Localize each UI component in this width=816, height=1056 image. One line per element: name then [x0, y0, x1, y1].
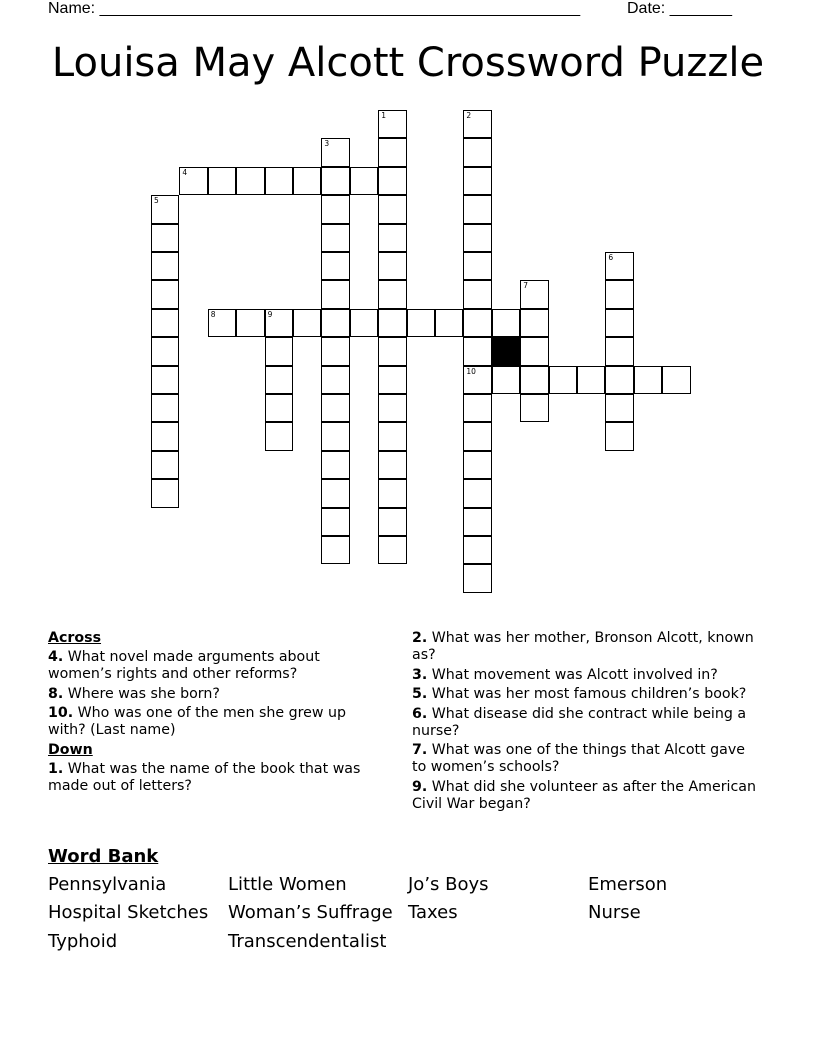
clue-number: 9 — [267, 309, 273, 319]
crossword-cell[interactable] — [520, 337, 548, 365]
crossword-cell[interactable] — [321, 252, 349, 280]
crossword-cell[interactable] — [463, 252, 491, 280]
crossword-cell[interactable] — [463, 564, 491, 592]
clue-number-label: 4. — [48, 649, 64, 665]
clue-number-label: 3. — [412, 666, 428, 683]
crossword-cell[interactable] — [378, 451, 406, 479]
clue-text: What was her mother, Bronson Alcott, known as? — [412, 630, 754, 663]
word-bank-word: Nurse — [588, 902, 641, 923]
crossword-cell[interactable] — [265, 422, 293, 450]
clue-number-label: 2. — [412, 630, 428, 646]
clue — [412, 667, 757, 684]
crossword-cell[interactable] — [293, 167, 321, 195]
crossword-cell[interactable] — [605, 394, 633, 422]
clue-number: 2 — [466, 111, 472, 120]
clue-text: What disease did she contract while being a nurse? — [412, 705, 747, 739]
crossword-cell[interactable] — [151, 451, 179, 479]
crossword-cell[interactable] — [179, 167, 207, 195]
clue-number-label: 5. — [412, 686, 428, 702]
crossword-cell[interactable] — [463, 167, 491, 195]
crossword-cell[interactable] — [577, 366, 605, 394]
crossword-cell[interactable] — [151, 224, 179, 252]
clue-text: What movement was Alcott involved in? — [427, 666, 718, 683]
down-clue-list-left — [48, 761, 388, 795]
crossword-cell[interactable] — [293, 309, 321, 337]
clue-number: 1 — [381, 111, 386, 120]
clue-text: Where was she born? — [63, 685, 220, 702]
clue-number-label: 8. — [48, 685, 64, 702]
clue — [48, 649, 388, 683]
crossword-cell[interactable] — [378, 536, 406, 564]
clue — [412, 686, 757, 703]
clue-number: 4 — [182, 167, 188, 177]
clue-number: 8 — [210, 309, 216, 319]
crossword-cell[interactable] — [463, 195, 491, 223]
crossword-cell[interactable] — [321, 422, 349, 450]
crossword-cell[interactable] — [605, 366, 633, 394]
crossword-cell[interactable] — [463, 536, 491, 564]
crossword-cell[interactable] — [321, 394, 349, 422]
word-bank-word: Pennsylvania — [48, 874, 167, 895]
crossword-cell[interactable] — [236, 309, 264, 337]
crossword-cell[interactable] — [378, 366, 406, 394]
crossword-cell[interactable] — [321, 138, 349, 166]
crossword-cell[interactable] — [151, 422, 179, 450]
crossword-cell[interactable] — [605, 280, 633, 308]
word-bank-word: Little Women — [228, 874, 347, 895]
clue-number: 5 — [154, 196, 159, 206]
clue — [412, 630, 757, 664]
clue-number: 7 — [523, 281, 528, 291]
clue — [412, 706, 757, 740]
crossword-cell[interactable] — [634, 366, 662, 394]
crossword-black-cell — [492, 337, 520, 365]
crossword-cell[interactable] — [463, 366, 491, 394]
crossword-cell[interactable] — [378, 110, 406, 138]
clues-left-column — [48, 630, 388, 797]
crossword-cell[interactable] — [549, 366, 577, 394]
crossword-cell[interactable] — [265, 337, 293, 365]
crossword-cell[interactable] — [378, 337, 406, 365]
word-bank-title: Word Bank — [48, 846, 159, 867]
crossword-cell[interactable] — [378, 224, 406, 252]
crossword-cell[interactable] — [236, 167, 264, 195]
crossword-cell[interactable] — [321, 508, 349, 536]
clue-number: 6 — [608, 253, 614, 262]
word-bank-word: Hospital Sketches — [48, 902, 209, 923]
crossword-cell[interactable] — [378, 508, 406, 536]
crossword-cell[interactable] — [321, 167, 349, 195]
down-heading: Down — [48, 741, 93, 758]
crossword-cell[interactable] — [151, 394, 179, 422]
crossword-cell[interactable] — [321, 195, 349, 223]
crossword-cell[interactable] — [321, 536, 349, 564]
crossword-cell[interactable] — [151, 195, 179, 223]
crossword-cell[interactable] — [463, 138, 491, 166]
crossword-cell[interactable] — [321, 366, 349, 394]
crossword-cell[interactable] — [378, 422, 406, 450]
crossword-cell[interactable] — [321, 451, 349, 479]
crossword-cell[interactable] — [520, 309, 548, 337]
crossword-cell[interactable] — [265, 394, 293, 422]
crossword-cell[interactable] — [350, 167, 378, 195]
crossword-cell[interactable] — [378, 479, 406, 507]
crossword-cell[interactable] — [151, 309, 179, 337]
page-title: Louisa May Alcott Crossword Puzzle — [51, 40, 765, 86]
word-bank-word: Jo’s Boys — [408, 874, 489, 895]
crossword-cell[interactable] — [463, 394, 491, 422]
crossword-cell[interactable] — [407, 309, 435, 337]
crossword-cell[interactable] — [520, 280, 548, 308]
crossword-cell[interactable] — [378, 195, 406, 223]
crossword-cell[interactable] — [605, 252, 633, 280]
crossword-cell[interactable] — [463, 224, 491, 252]
crossword-cell[interactable] — [350, 309, 378, 337]
crossword-cell[interactable] — [151, 479, 179, 507]
crossword-cell[interactable] — [492, 366, 520, 394]
crossword-cell[interactable] — [520, 366, 548, 394]
clue-number: 3 — [324, 139, 330, 149]
crossword-cell[interactable] — [662, 366, 690, 394]
crossword-cell[interactable] — [463, 110, 491, 138]
crossword-cell[interactable] — [463, 479, 491, 507]
crossword-cell[interactable] — [265, 366, 293, 394]
crossword-cell[interactable] — [463, 280, 491, 308]
word-bank-word: Transcendentalist — [228, 931, 387, 952]
crossword-cell[interactable] — [435, 309, 463, 337]
word-bank-word: Typhoid — [48, 931, 118, 952]
crossword-cell[interactable] — [321, 309, 349, 337]
clue — [48, 686, 388, 703]
word-bank-word: Woman’s Suffrage — [228, 902, 393, 923]
crossword-cell[interactable] — [605, 337, 633, 365]
clue-number: 10 — [466, 366, 476, 376]
crossword-cell[interactable] — [605, 309, 633, 337]
clue-number-label: 9. — [412, 778, 428, 795]
across-heading: Across — [48, 630, 102, 646]
crossword-cell[interactable] — [321, 280, 349, 308]
across-clue-list — [48, 649, 388, 739]
clue — [48, 761, 388, 795]
crossword-cell[interactable] — [151, 337, 179, 365]
crossword-cell[interactable] — [378, 394, 406, 422]
clue — [412, 742, 757, 776]
clues-right-column — [412, 630, 757, 815]
crossword-cell[interactable] — [151, 280, 179, 308]
crossword-cell[interactable] — [321, 224, 349, 252]
down-clue-list-right — [412, 630, 757, 813]
crossword-cell[interactable] — [463, 451, 491, 479]
crossword-cell[interactable] — [378, 138, 406, 166]
crossword-cell[interactable] — [151, 252, 179, 280]
clue-number-label: 10. — [48, 705, 74, 721]
clue-text: What novel made arguments about women’s rights and other reforms? — [48, 649, 320, 682]
crossword-cell[interactable] — [265, 309, 293, 337]
clue-number-label: 1. — [48, 760, 64, 777]
date-label: Date: _______ — [627, 0, 732, 17]
crossword-cell[interactable] — [463, 337, 491, 365]
crossword-cell[interactable] — [265, 167, 293, 195]
crossword-cell[interactable] — [378, 167, 406, 195]
crossword-cell[interactable] — [208, 309, 236, 337]
crossword-cell[interactable] — [520, 394, 548, 422]
clue-text: What was the name of the book that was made out of letters? — [48, 760, 361, 794]
clue-number-label: 7. — [412, 742, 428, 758]
crossword-cell[interactable] — [605, 422, 633, 450]
clue — [412, 779, 757, 813]
crossword-cell[interactable] — [321, 337, 349, 365]
name-label: Name: ______________________________________________________ — [48, 0, 581, 17]
clue-number-label: 6. — [412, 705, 428, 722]
crossword-cell[interactable] — [321, 479, 349, 507]
crossword-cell[interactable] — [463, 508, 491, 536]
word-bank-word: Emerson — [588, 874, 668, 895]
crossword-cell[interactable] — [378, 309, 406, 337]
clue-text: What did she volunteer as after the American Civil War began? — [412, 778, 756, 812]
crossword-cell[interactable] — [208, 167, 236, 195]
clue-text: What was her most famous children’s book? — [427, 686, 747, 702]
crossword-cell[interactable] — [378, 280, 406, 308]
crossword-cell[interactable] — [463, 422, 491, 450]
clue-text: Who was one of the men she grew up with? (Last name) — [48, 705, 346, 738]
crossword-cell[interactable] — [463, 309, 491, 337]
clue — [48, 705, 388, 739]
clue-text: What was one of the things that Alcott gave to women’s schools? — [412, 742, 745, 775]
crossword-cell[interactable] — [492, 309, 520, 337]
word-bank-word: Taxes — [408, 902, 458, 923]
crossword-cell[interactable] — [378, 252, 406, 280]
crossword-cell[interactable] — [151, 366, 179, 394]
